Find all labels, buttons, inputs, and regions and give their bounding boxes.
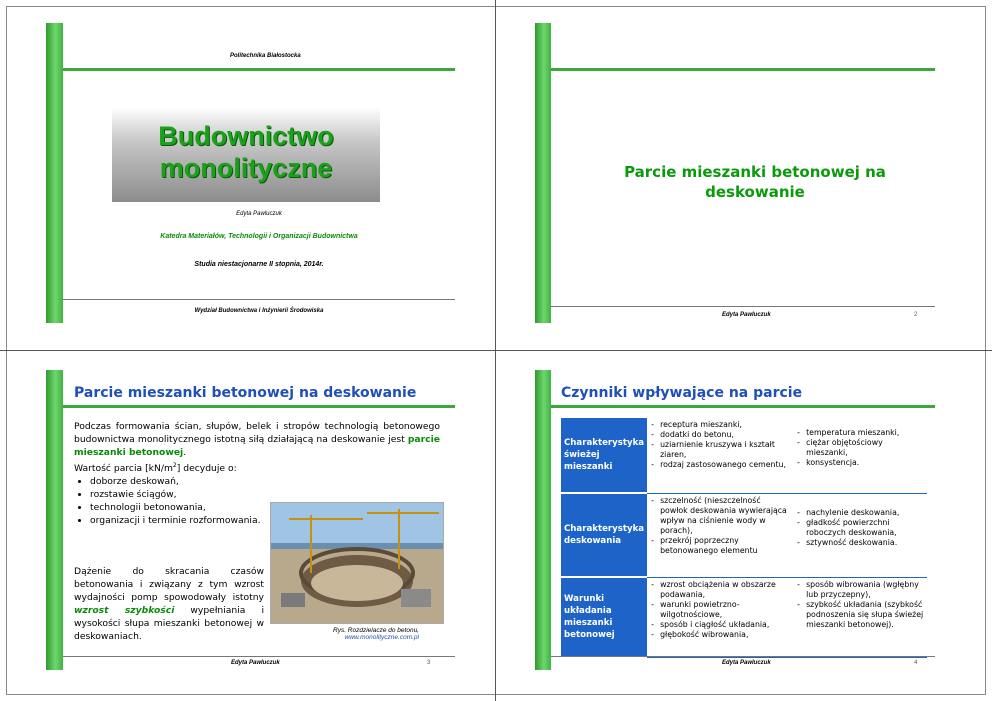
page-number: 2 [914, 312, 918, 318]
table-row [561, 577, 927, 657]
row-label: Charakterystyka deskowania [561, 493, 647, 577]
footer-author: Edyta Pawluczuk [722, 660, 771, 666]
green-side-bar [46, 23, 63, 323]
table-row [561, 493, 927, 577]
photo-caption [333, 627, 419, 641]
row-right-cell: - nachylenie deskowania, - gładkość powierzchni roboczych deskowania, - sztywność deskowania. [793, 493, 927, 577]
row-label: Warunki układania mieszanki betonowej [561, 577, 647, 657]
faculty: Wydział Budownictwa i Inżynierii Środowiska [194, 308, 324, 314]
row-right-cell: - sposób wibrowania (wgłębny lub przyczepny), - szybkość układania (szybkość podnoszenia się słupa świeżej mieszanki betonowej). [793, 577, 927, 657]
green-rule [63, 405, 455, 408]
author: Edyta Pawluczuk [236, 211, 282, 217]
table-row [561, 418, 927, 493]
row-left-cell: - szczelność (nieszczelność powłok deskowania wywierająca wpływ na ciśnienie wody w porach), - przekrój poprzeczny betonowanego elementu [647, 493, 793, 577]
paragraph-1: Podczas formowania ścian, słupów, belek i stropów technologią betonowego budownictwa monolitycznego istotną siłą działającą na deskowanie jest parcie mieszanki betonowej. [74, 421, 440, 458]
horizontal-divider [0, 350, 992, 351]
slide-2[interactable] [510, 15, 980, 335]
construction-photo [270, 502, 444, 624]
footer-rule [551, 306, 935, 307]
title-line-1: Budownictwo [158, 121, 334, 151]
page-number: 4 [914, 660, 918, 666]
green-side-bar [535, 23, 551, 323]
footer-author: Edyta Pawluczuk [231, 660, 280, 666]
title-line-2: monolityczne [159, 153, 333, 183]
slide-1[interactable] [15, 15, 485, 335]
slide-2-title [560, 162, 950, 202]
studies: Studia niestacjonarne II stopnia, 2014r. [194, 261, 324, 268]
factors-table [561, 418, 927, 658]
slide-3[interactable] [15, 362, 485, 682]
title-box [112, 107, 380, 202]
footer-author: Edyta Pawluczuk [722, 312, 771, 318]
list-item: • doborze deskowań, [90, 475, 440, 488]
title-line-2: deskowanie [705, 183, 805, 201]
caption-link[interactable]: www.monolityczne.com.pl [344, 634, 419, 641]
green-rule [63, 68, 455, 71]
row-right-cell: - temperatura mieszanki, - ciężar objętościowy mieszanki, - konsystencja. [793, 418, 927, 493]
footer-rule [63, 299, 455, 300]
list-item: • technologii betonowania, [90, 501, 440, 514]
university-name: Politechnika Białostocka [230, 53, 301, 59]
list-item: • rozstawie ściągów, [90, 488, 440, 501]
footer-rule [63, 656, 455, 657]
title-line-1: Parcie mieszanki betonowej na [624, 163, 886, 181]
slide-title: Parcie mieszanki betonowej na deskowanie [74, 385, 417, 401]
paragraph-3: Dążenie do skracania czasów betonowania i związany z tym wzrost wydajności pomp spowodowały istotny wzrost szybkości wypełniania i wysokości słupa mieszanki betonowej w deskowaniach. [74, 566, 265, 642]
row-label: Charakterystyka świeżej mieszanki [561, 418, 647, 493]
green-side-bar [46, 370, 63, 670]
paragraph-2: Wartość parcia $[kN/m^2]$ decyduje o: [74, 462, 237, 475]
row-left-cell: - wzrost obciążenia w obszarze podawania, - warunki powietrzno-wilgotnościowe, - sposób i ciągłość układania, - głębokość wibrowania, [647, 577, 793, 657]
list-item: • organizacji i terminie rozformowania. [90, 514, 440, 527]
green-side-bar [535, 370, 551, 670]
caption-line-1: Rys. Rozdzielacze do betonu, [333, 627, 419, 634]
green-rule [551, 68, 935, 71]
slide-4[interactable] [510, 362, 980, 682]
department: Katedra Materiałów, Technologii i Organizacji Budownictwa [160, 233, 358, 240]
page-number: 3 [427, 660, 431, 666]
green-rule [551, 405, 935, 408]
footer-rule [551, 656, 935, 657]
row-left-cell: - receptura mieszanki, - dodatki do betonu, - uziarnienie kruszywa i kształt ziaren, - rodzaj zastosowanego cementu, [647, 418, 793, 493]
slide-title: Czynniki wpływające na parcie [561, 385, 803, 401]
